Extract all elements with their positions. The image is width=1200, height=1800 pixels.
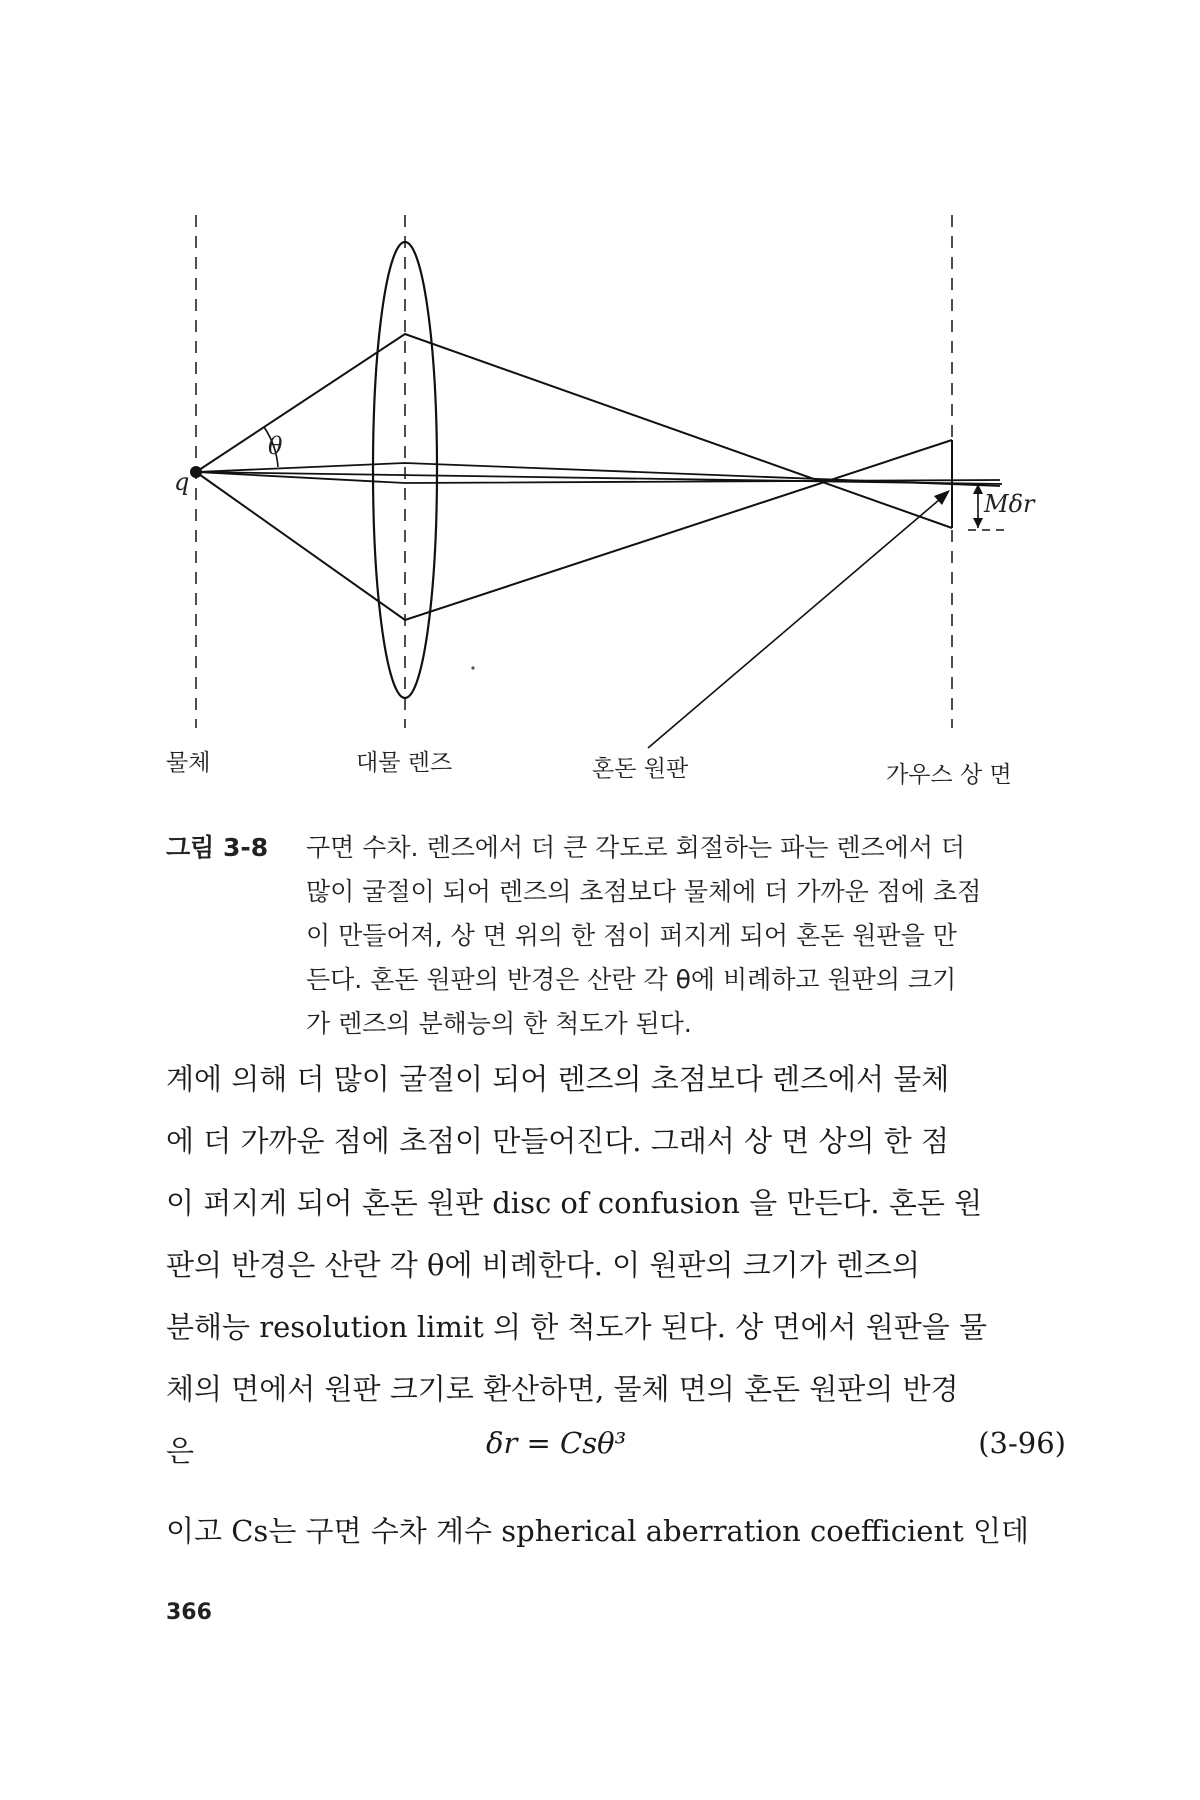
body-line: 체의 면에서 원판 크기로 환산하면, 물체 면의 혼돈 원판의 반경 [166,1372,959,1406]
m-delta-r-arrow-down [973,518,983,528]
spherical-aberration-diagram [0,0,1200,790]
figure-3-8-diagram [0,0,1200,790]
object-label: 물체 [166,750,211,776]
body-line: 계에 의해 더 많이 굴절이 되어 렌즈의 초점보다 렌즈에서 물체 [166,1062,950,1096]
page-number: 366 [166,1600,212,1625]
q-label: q [174,468,190,496]
stray-dot [471,666,474,669]
body-line: 판의 반경은 산란 각 θ에 비례한다. 이 원판의 크기가 렌즈의 [166,1248,920,1282]
post-equation-line: 이고 Cs는 구면 수차 계수 spherical aberration coefficient 인데 [166,1514,1030,1548]
body-paragraph [166,1048,1066,1482]
body-line: 분해능 resolution limit 의 한 척도가 된다. 상 면에서 원판을 물 [166,1310,988,1344]
caption-line: 구면 수차. 렌즈에서 더 큰 각도로 회절하는 파는 렌즈에서 더 [306,833,966,862]
objective-lens-label: 대물 렌즈 [356,750,453,776]
body-line: 에 더 가까운 점에 초점이 만들어진다. 그래서 상 면 상의 한 점 [166,1124,949,1158]
equation-number: (3-96) [978,1426,1066,1460]
disc-pointer-line [648,494,946,748]
object-point-q [190,466,202,478]
equation-3-96 [166,1418,1066,1478]
theta-label: θ [268,432,283,460]
caption-line: 가 렌즈의 분해능의 한 척도가 된다. [306,1009,692,1038]
upper-marginal-ray [196,334,952,528]
caption-text [306,826,1066,1046]
body-line: 은 [166,1434,195,1468]
m-delta-r-label: Mδr [984,490,1035,518]
body-line: 이 퍼지게 되어 혼돈 원판 disc of confusion 을 만든다. 혼돈 원 [166,1186,983,1220]
disc-of-confusion-label: 혼돈 원판 [592,756,689,782]
equation-formula: δr = Csθ³ [486,1426,627,1460]
caption-line: 든다. 혼돈 원판의 반경은 산란 각 θ에 비례하고 원판의 크기 [306,965,957,994]
gauss-image-plane-label: 가우스 상 면 [886,762,1012,788]
caption-line: 많이 굴절이 되어 렌즈의 초점보다 물체에 더 가까운 점에 초점 [306,877,982,906]
figure-caption [166,826,1066,1046]
caption-line: 이 만들어져, 상 면 위의 한 점이 퍼지게 되어 혼돈 원판을 만 [306,921,957,950]
caption-label: 그림 3-8 [166,833,269,862]
